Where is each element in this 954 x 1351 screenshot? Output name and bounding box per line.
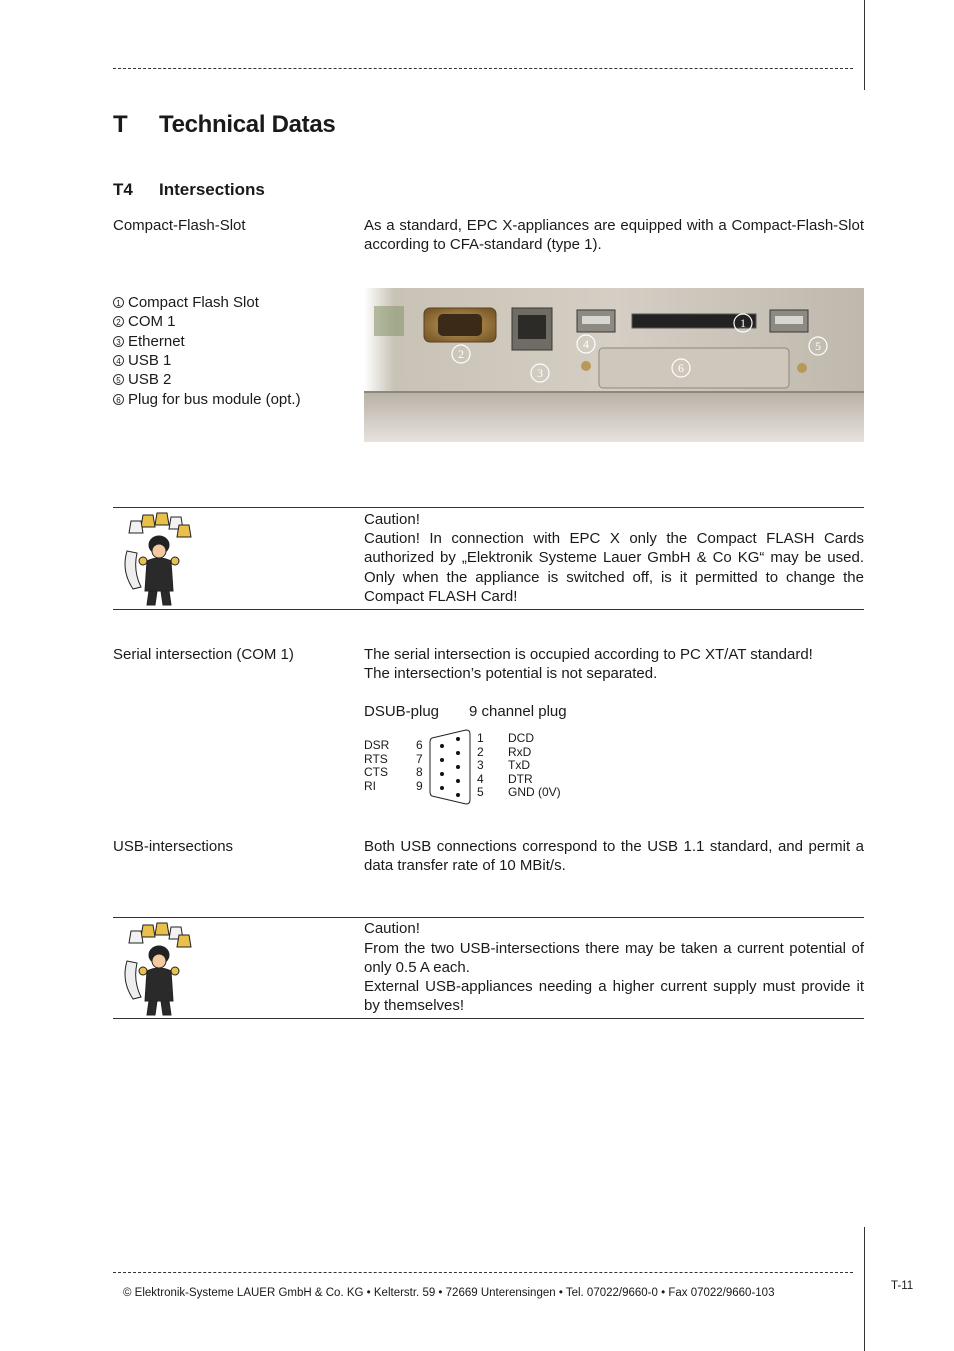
callout-number-icon: 4 [113,355,124,366]
pin-number: 4 [477,771,484,786]
signal-name: CTS [364,765,388,779]
signal-name: DCD [508,731,534,745]
legend-label: Compact Flash Slot [128,294,259,312]
legend-item [113,312,353,331]
top-dashed-rule [113,68,853,69]
device-ports-photo [364,288,864,442]
dsub-label: DSUB-plug [364,703,440,720]
signal-name: GND (0V) [508,785,561,799]
left-signal-names [364,739,389,793]
serial-line-2: The intersection’s potential is not separated. [364,665,658,682]
signal-name: RxD [508,744,532,759]
page-number: T-11 [891,1280,914,1292]
legend-item [113,293,353,312]
footer-copyright: © Elektronik-Systeme LAUER GmbH & Co. KG • Kelterstr. 59 • 72669 Unterensingen • Tel. 07022/9660-0 • Fax 07022/9660-103 [123,1287,775,1299]
legend-item [113,351,353,370]
signal-name: DTR [508,771,533,786]
pin-number: 5 [477,785,484,799]
serial-line-1: The serial intersection is occupied according to PC XT/AT standard! [364,646,813,663]
pin-number: 9 [416,778,423,793]
signal-name: DSR [364,738,390,752]
pin-number: 3 [477,758,484,772]
usb-text: Both USB connections correspond to the USB 1.1 standard, and permit a data transfer rate of 10 MBit/s. [364,838,864,875]
legend-item [113,389,353,408]
caution-line-1: From the two USB-intersections there may be taken a current potential of only 0.5 A each. [364,940,864,977]
left-pin-numbers [416,739,423,793]
callout-number-icon: 5 [113,374,124,385]
pin-number: 2 [477,744,484,759]
caution-line-2: External USB-appliances needing a higher current supply must provide it by themselves! [364,978,864,1015]
pin-number: 8 [416,765,423,779]
pin-number: 6 [416,738,423,752]
callout-1: 1 [740,316,746,330]
pin-number: 7 [416,751,423,766]
caution-body: Caution! In connection with EPC X only the Compact FLASH Cards authorized by „Elektronik Systeme Lauer GmbH & Co KG“ may be used. Only when the appliance is switched off, is it permitted to change the Compact FLASH Card! [364,530,864,605]
dsub-connector-icon [428,728,472,806]
callout-number-icon: 2 [113,316,124,327]
caution-bottom-rule [113,1018,864,1019]
callout-4: 4 [583,337,589,351]
callout-number-icon: 1 [113,297,124,308]
cf-slot-label: Compact-Flash-Slot [113,217,246,234]
signal-name: TxD [508,758,530,772]
legend-item [113,370,353,389]
dsub-description: 9 channel plug [469,703,567,720]
right-pin-numbers [477,732,484,800]
caution-title: Caution! [364,511,420,528]
bell-ringer-caution-icon [113,511,198,608]
caution-title: Caution! [364,920,420,937]
serial-label: Serial intersection (COM 1) [113,646,294,663]
caution-bottom-rule [113,609,864,610]
bottom-dashed-rule [113,1272,853,1273]
chapter-letter: T [113,111,128,138]
signal-name: RI [364,778,376,793]
legend-label: Plug for bus module (opt.) [128,390,301,408]
pin-number: 1 [477,731,484,745]
legend-item [113,332,353,351]
signal-name: RTS [364,751,388,766]
callout-6: 6 [678,361,684,375]
section-number: T4 [113,180,133,199]
callout-2: 2 [458,347,464,361]
callout-number-icon: 3 [113,336,124,347]
legend-label: USB 2 [128,371,172,389]
callout-5: 5 [815,339,821,353]
caution-top-rule [113,917,864,918]
legend-label: COM 1 [128,313,176,331]
callout-number-icon: 6 [113,394,124,405]
chapter-title: Technical Datas [159,111,336,138]
legend-label: USB 1 [128,352,172,370]
legend-label: Ethernet [128,332,185,350]
connector-legend [113,293,353,409]
top-margin-line [864,0,865,90]
bell-ringer-caution-icon [113,921,198,1018]
callout-3: 3 [537,366,543,380]
cf-slot-text: As a standard, EPC X-appliances are equipped with a Compact-Flash-Slot according to CFA-standard (type 1). [364,217,864,254]
right-signal-names [508,732,561,800]
caution-top-rule [113,507,864,508]
usb-label: USB-intersections [113,838,234,855]
section-title: Intersections [159,180,265,199]
bottom-margin-line [864,1227,865,1351]
